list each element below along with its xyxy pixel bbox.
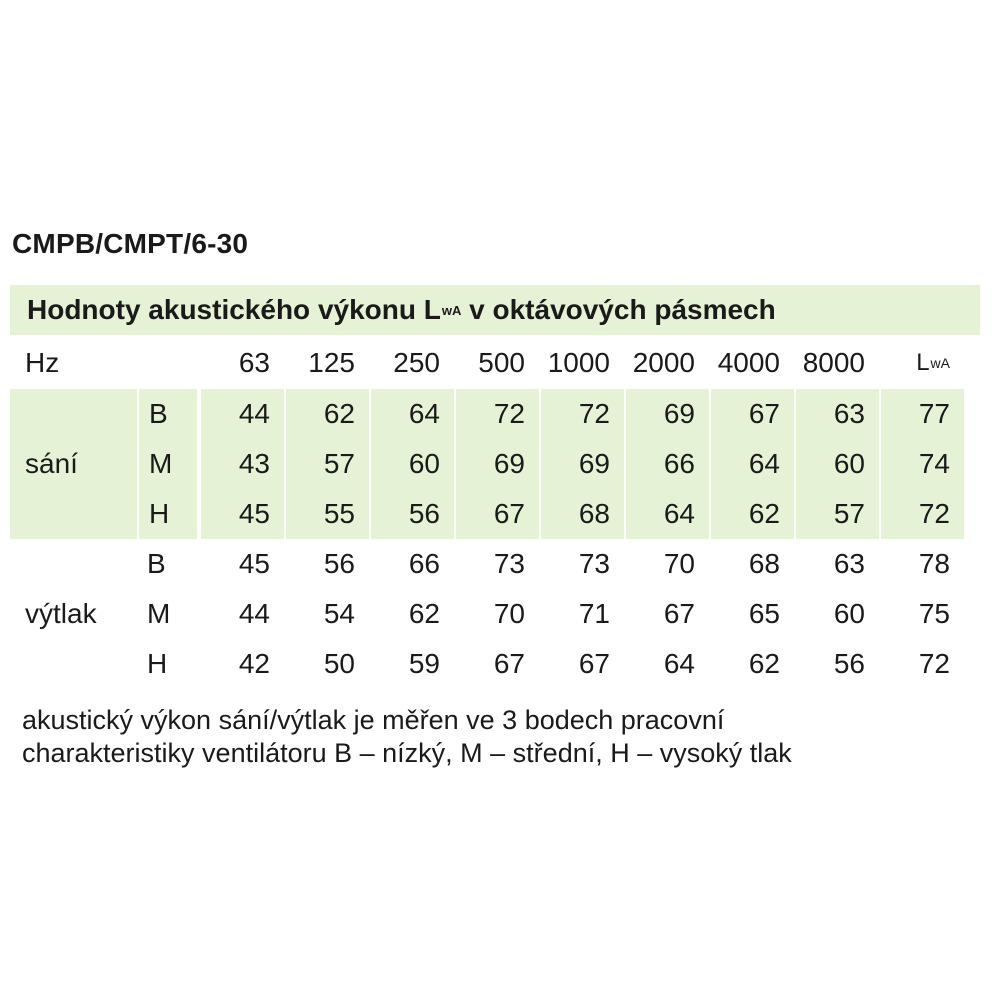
value-cell: 73 — [578, 548, 610, 579]
mode-label: M — [147, 598, 171, 629]
footnote — [22, 704, 982, 770]
value-cell: 43 — [199, 439, 284, 489]
value-cell: 56 — [833, 648, 865, 679]
value-cell: 44 — [238, 598, 270, 629]
page-title: CMPB/CMPT/6-30 — [12, 228, 249, 259]
value-cell: 62 — [709, 489, 794, 539]
value-cell: 60 — [833, 598, 865, 629]
mode-label: H — [137, 489, 197, 539]
table-heading-subscript: wA — [441, 302, 462, 318]
table-body — [10, 389, 980, 689]
freq-1000: 1000 — [547, 347, 610, 378]
lwa-cell: 78 — [918, 548, 950, 579]
value-cell: 60 — [369, 439, 454, 489]
mode-label: M — [137, 439, 197, 489]
value-cell: 57 — [794, 489, 879, 539]
group-label: výtlak — [25, 598, 97, 629]
value-cell: 64 — [663, 648, 695, 679]
value-cell: 64 — [624, 489, 709, 539]
value-cell: 57 — [284, 439, 369, 489]
value-cell: 42 — [238, 648, 270, 679]
table-heading — [10, 285, 980, 337]
value-cell: 56 — [323, 548, 355, 579]
group-label — [10, 539, 137, 589]
table-row — [10, 439, 980, 489]
table-row — [10, 489, 980, 539]
value-cell: 72 — [454, 389, 539, 439]
value-cell: 66 — [624, 439, 709, 489]
value-cell: 68 — [539, 489, 624, 539]
table-row — [10, 639, 980, 689]
footnote-line-1: akustický výkon sání/výtlak je měřen ve 3 bodech pracovní — [22, 705, 725, 735]
value-cell: 71 — [578, 598, 610, 629]
value-cell: 54 — [323, 598, 355, 629]
value-cell: 45 — [199, 489, 284, 539]
table-heading-tail: v oktávových pásmech — [461, 294, 776, 325]
value-cell: 45 — [238, 548, 270, 579]
value-cell: 44 — [199, 389, 284, 439]
value-cell: 63 — [833, 548, 865, 579]
lwa-cell: 75 — [918, 598, 950, 629]
value-cell: 56 — [369, 489, 454, 539]
freq-4000: 4000 — [717, 347, 780, 378]
lwa-cell: 72 — [918, 648, 950, 679]
value-cell: 64 — [709, 439, 794, 489]
lwa-cell: 74 — [879, 439, 964, 489]
value-cell: 66 — [408, 548, 440, 579]
table-heading-text: Hodnoty akustického výkonu L — [27, 294, 441, 325]
mode-label: B — [137, 389, 197, 439]
hz-label: Hz — [25, 347, 60, 378]
value-cell: 68 — [748, 548, 780, 579]
group-label — [10, 489, 137, 539]
value-cell: 67 — [454, 489, 539, 539]
value-cell: 55 — [284, 489, 369, 539]
value-cell: 67 — [578, 648, 610, 679]
value-cell: 62 — [408, 598, 440, 629]
lwa-header: L wA — [916, 349, 950, 376]
mode-label: B — [147, 548, 166, 579]
value-cell: 63 — [794, 389, 879, 439]
footnote-line-2: charakteristiky ventilátoru B – nízký, M – střední, H – vysoký tlak — [22, 738, 792, 768]
table-row — [10, 539, 980, 589]
value-cell: 70 — [663, 548, 695, 579]
table-row — [10, 589, 980, 639]
freq-250: 250 — [393, 347, 440, 378]
freq-125: 125 — [308, 347, 355, 378]
group-label — [10, 639, 137, 689]
mode-label: H — [147, 648, 168, 679]
value-cell: 67 — [663, 598, 695, 629]
freq-8000: 8000 — [802, 347, 865, 378]
value-cell: 67 — [493, 648, 525, 679]
value-cell: 67 — [709, 389, 794, 439]
value-cell: 62 — [748, 648, 780, 679]
value-cell: 73 — [493, 548, 525, 579]
group-label: sání — [10, 439, 137, 489]
table-row — [10, 389, 980, 439]
value-cell: 59 — [408, 648, 440, 679]
freq-63: 63 — [238, 347, 270, 378]
value-cell: 64 — [369, 389, 454, 439]
value-cell: 60 — [794, 439, 879, 489]
value-cell: 69 — [454, 439, 539, 489]
value-cell: 65 — [748, 598, 780, 629]
value-cell: 50 — [323, 648, 355, 679]
value-cell: 69 — [624, 389, 709, 439]
group-label — [10, 389, 137, 439]
frequency-header-row — [10, 337, 980, 389]
freq-2000: 2000 — [632, 347, 695, 378]
freq-500: 500 — [478, 347, 525, 378]
value-cell: 69 — [539, 439, 624, 489]
lwa-cell: 72 — [879, 489, 964, 539]
value-cell: 62 — [284, 389, 369, 439]
value-cell: 72 — [539, 389, 624, 439]
value-cell: 70 — [493, 598, 525, 629]
acoustic-table — [10, 285, 980, 689]
lwa-cell: 77 — [879, 389, 964, 439]
